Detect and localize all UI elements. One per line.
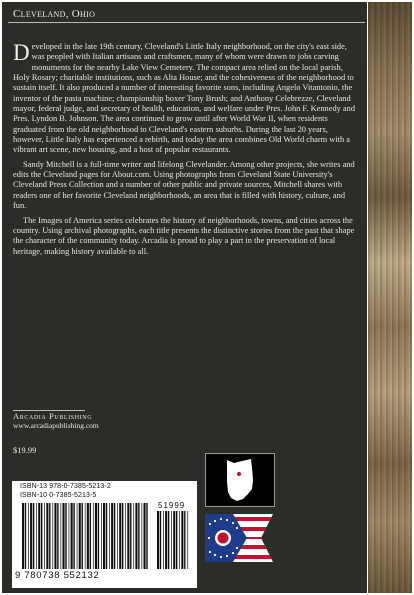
publisher-name: Arcadia Publishing: [13, 411, 93, 421]
text-panel: [2, 2, 367, 593]
archival-photo-strip: [368, 2, 412, 593]
paragraph-series: The Images of America series celebrates the history of neighborhoods, towns, and cities across the country. Using archival photographs, each title presents the distinctive stories from the past that shape the character of the community today. Arcadia is proud to play a part in the preservation of local heritage, making history available to all.: [13, 215, 355, 256]
isbn-10: ISBN-10 0-7385-5213-5: [20, 492, 97, 499]
barcode-addon-bars: [157, 511, 191, 569]
publisher-block: [13, 411, 99, 431]
header-divider: [8, 22, 365, 23]
paragraph-history-text: eveloped in the late 19th century, Cleveland's Little Italy neighborhood, on the city's east side, was peopled with Italian artisans and craftsmen, many of whom were drawn to jobs carving monuments for the nearby Lake View Cemetery. The compact area relied on the local parish, Holy Rosary; charitable institutions, such as Alta House; and the cohesiveness of the neighborhood to sustain itself. It also produced a number of interesting favorite sons, including Angelo Vitantonio, the inventor of the pasta machine; championship boxer Tony Brush; and Anthony Celebrezze, Cleveland mayor, federal judge, and secretary of health, education, and welfare under Pres. John F. Kennedy and Pres. Lyndon B. Johnson. The area continued to grow until after World War II, when residents graduated from the old neighborhood to Cleveland's eastern suburbs. During the last 20 years, however, Little Italy has experienced a rebirth, and today the area combines Old World charm with a vibrant art scene, new housing, and a host of popular restaurants.: [13, 42, 356, 155]
barcode-digits: 9 780738 552132: [15, 570, 100, 581]
isbn-13: ISBN-13 978-0-7385-5213-2: [20, 483, 111, 490]
drop-cap: D: [13, 40, 30, 65]
paragraph-author: Sandy Mitchell is a full-time writer and lifelong Clevelander. Among other projects, she writes and edits the Cleveland pages for About.com. Using photographs from Cleveland State University's Cleveland Press Collection and a number of other public and private sources, Mitchell shares with readers one of her favorite Cleveland neighborhoods, an area that is filled with history, culture, and fun.: [13, 159, 355, 211]
ohio-flag-icon: [205, 514, 273, 562]
photo-texture: [368, 2, 412, 593]
description-text: [13, 42, 360, 261]
price: $19.99: [13, 445, 37, 455]
ohio-state-map-icon: [205, 453, 275, 507]
barcode-addon-digits: 51999: [158, 501, 186, 510]
barcode-main-bars: [22, 503, 150, 569]
barcode-label: [12, 481, 197, 588]
location-heading: Cleveland, Ohio: [13, 8, 96, 20]
publisher-url: www.arcadiapublishing.com: [13, 421, 99, 430]
paragraph-history: [13, 42, 360, 156]
